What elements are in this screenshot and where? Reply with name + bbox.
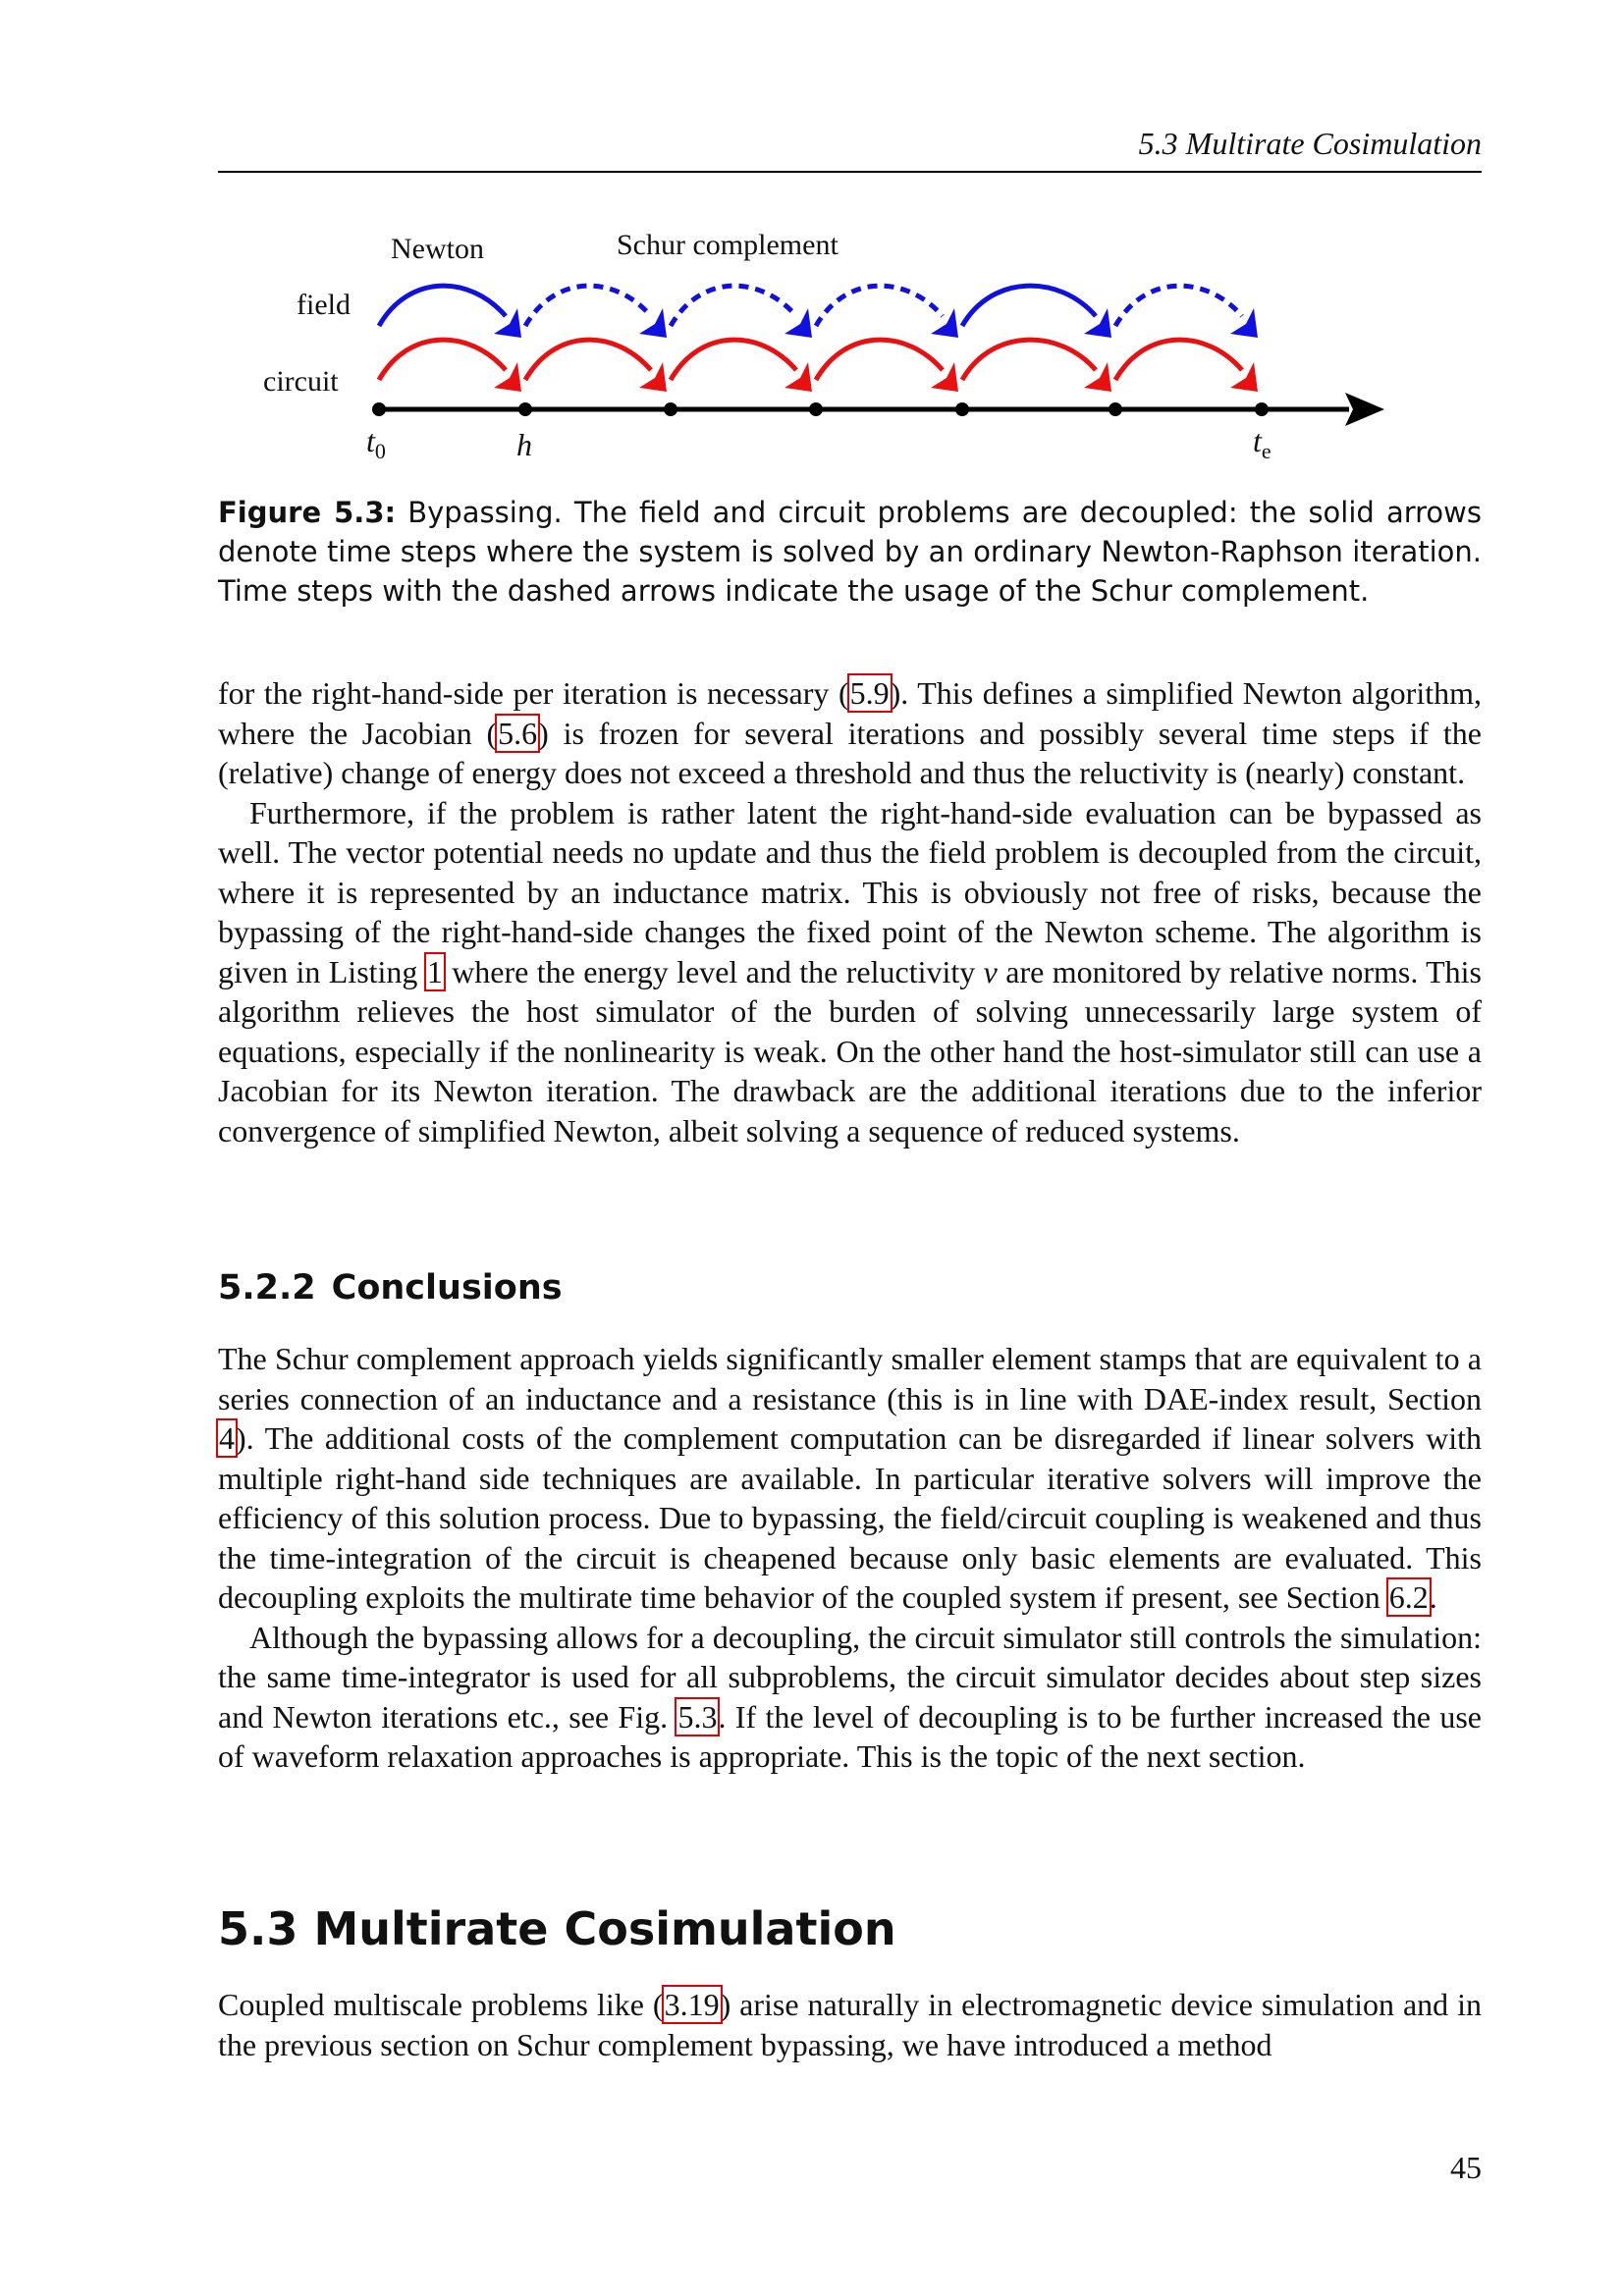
caption-label: Figure 5.3: — [218, 496, 397, 529]
running-header-title: 5.3 Multirate Cosimulation — [1138, 126, 1482, 161]
field-step-arrow-solid — [379, 286, 521, 338]
paragraph-bypassing: Furthermore, if the problem is rather latent the right-hand-side evaluation can be bypassed as well. The vector potential needs no update and thus the field problem is decoupled from the circuit, where it is represented by an inductance matrix. This is obviously not free of risks, because the bypassing of the right-hand-side changes the fixed point of the Newton scheme. The algorithm is given in Listing 1 where the energy level and the reluctivity ν are monitored by relative norms. This algorithm relieves the host simulator of the burden of solving unnecessarily large system of equations, especially if the nonlinearity is weak. On the other hand the host-simulator still can use a Jacobian for its Newton iteration. The drawback are the additional iterations due to the inferior convergence of simplified Newton, albeit solving a sequence of reduced systems. — [218, 794, 1483, 1148]
tick-label-te: $t_e$ — [1253, 423, 1271, 463]
section-ref-4[interactable]: 4 — [219, 1420, 235, 1456]
page-number: 45 — [1450, 2150, 1482, 2185]
field-step-arrow-dashed — [1115, 286, 1258, 338]
paragraph-simplified-newton: for the right-hand-side per iteration is necessary (5.9). This defines a simplified Newton algorithm, where the Jacobian (5.6) is frozen for several iterations and possibly several time steps if the (relative) change of energy does not exceed a threshold and thus the reluctivity is (nearly) constant. Furthermore, if the problem is rather latent the right-hand-side evaluation can be bypassed as well. The vector potential needs no update and thus the field problem is decoupled from the circuit, where it is represented by an inductance matrix. This is obviously not free of risks, because the bypassing of the right-hand-side changes the fixed point of the Newton scheme. The algorithm is given in Listing 1 where the energy level and the reluctivity ν are monitored by relative norms. This algorithm relieves the host simulator of the burden of solving unnecessarily large system of equations, especially if the nonlinearity is weak. On the other hand the host-simulator still can use a Jacobian for its Newton iteration. The drawback are the additional iterations due to the inferior convergence of simplified Newton, albeit solving a sequence of reduced systems. — [218, 673, 1482, 1150]
figure-caption — [218, 493, 1482, 611]
field-step-arrow-dashed — [525, 286, 667, 338]
time-step-dot — [1255, 402, 1269, 416]
bypassing-diagram-svg — [218, 216, 1482, 471]
label-newton: Newton — [391, 233, 484, 265]
section-heading-5-3: 5.3 Multirate Cosimulation — [218, 1902, 896, 1955]
circuit-step-arrow — [1115, 340, 1258, 392]
equation-ref-5-9[interactable]: 5.9 — [849, 675, 890, 711]
paragraph-multiscale: Coupled multiscale problems like (3.19) arise naturally in electromagnetic device simulation and in the previous section on Schur complement bypassing, we have introduced a method — [218, 1987, 1483, 2062]
figure-ref-5-3[interactable]: 5.3 — [677, 1698, 718, 1735]
circuit-step-arrow — [379, 340, 521, 392]
time-step-dot — [518, 402, 532, 416]
time-axis-arrowhead — [1345, 393, 1384, 426]
label-schur-complement: Schur complement — [617, 229, 839, 261]
circuit-step-arrow — [816, 340, 958, 392]
tick-label-h: h — [516, 427, 532, 462]
row-label-circuit: circuit — [263, 365, 339, 398]
caption-text: Bypassing. The field and circuit problems are decoupled: the solid arrows denote time steps where the system is solved by an ordinary Newton-Raphson iteration. Time steps with the dashed arrows indicate the usage of the Schur complement. — [218, 496, 1482, 608]
field-step-arrow-dashed — [671, 286, 812, 338]
time-step-dot — [1109, 402, 1122, 416]
symbol-nu: ν — [983, 953, 998, 989]
circuit-step-arrow — [671, 340, 812, 392]
paragraph-conclusions: The Schur complement approach yields significantly smaller element stamps that are equivalent to a series connection of an inductance and a resistance (this is in line with DAE-index result, Section 4). The additional costs of the complement computation can be disregarded if linear solvers with multiple right-hand side techniques are available. In particular iterative solvers will improve the efficiency of this solution process. Due to bypassing, the field/circuit coupling is weakened and thus the time-integration of the circuit is cheapened because only basic elements are evaluated. This decoupling exploits the multirate time behavior of the coupled system if present, see Section 6.2. Although the bypassing allows for a decoupling, the circuit simulator still controls the simulation: the same time-integrator is used for all subproblems, the circuit simulator decides about step sizes and Newton iterations etc., see Fig. 5.3. If the level of decoupling is to be further increased the use of waveform relaxation approaches is appropriate. This is the topic of the next section. — [218, 1339, 1482, 1777]
field-step-arrow-solid — [962, 286, 1111, 338]
figure-bypassing-diagram — [218, 216, 1482, 471]
row-label-field: field — [297, 289, 351, 321]
circuit-step-arrow — [962, 340, 1111, 392]
paragraph-decoupling: Although the bypassing allows for a decoupling, the circuit simulator still controls the simulation: the same time-integrator is used for all subproblems, the circuit simulator decides about step sizes and Newton iterations etc., see Fig. 5.3. If the level of decoupling is to be further increased the use of waveform relaxation approaches is appropriate. This is the topic of the next section. — [218, 1619, 1483, 1774]
equation-ref-3-19[interactable]: 3.19 — [664, 1987, 720, 2022]
section-ref-6-2[interactable]: 6.2 — [1388, 1579, 1429, 1615]
field-step-arrow-dashed — [816, 286, 958, 338]
time-step-dot — [955, 402, 969, 416]
circuit-step-arrow — [525, 340, 667, 392]
time-step-dot — [372, 402, 386, 416]
time-step-dot — [809, 402, 823, 416]
listing-ref-1[interactable]: 1 — [426, 953, 443, 989]
time-step-dot — [664, 402, 677, 416]
equation-ref-5-6[interactable]: 5.6 — [498, 715, 538, 751]
tick-label-t0: $t_0$ — [366, 423, 386, 463]
section-heading-5-2-2: 5.2.2 Conclusions — [218, 1268, 563, 1308]
running-header — [218, 126, 1482, 173]
